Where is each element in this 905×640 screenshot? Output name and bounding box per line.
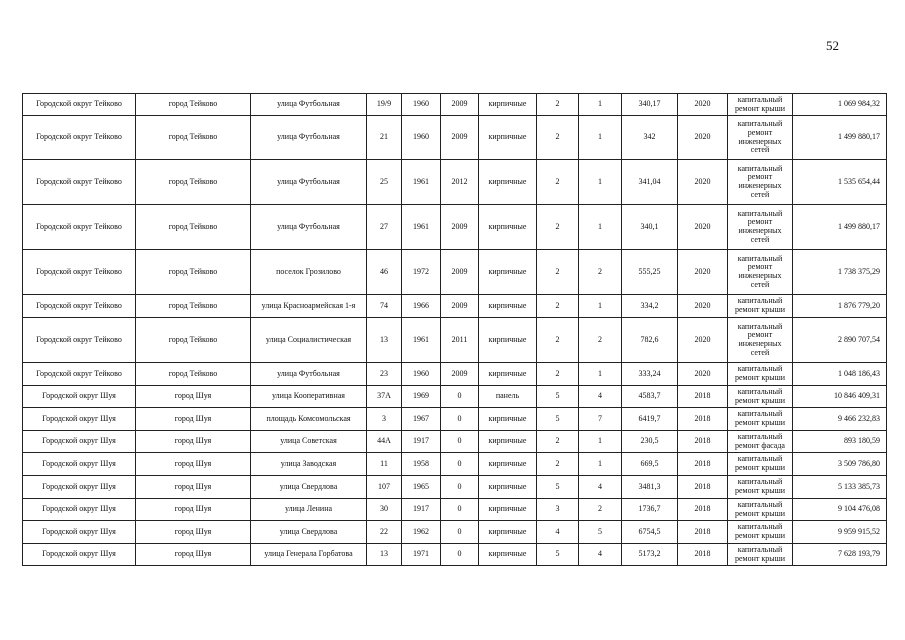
plan-year-cell: 2018 bbox=[678, 521, 728, 544]
city-cell: город Шуя bbox=[136, 521, 251, 544]
entrances-cell: 2 bbox=[579, 250, 622, 295]
district-cell: Городской округ Тейково bbox=[23, 160, 136, 205]
entrances-cell: 1 bbox=[579, 453, 622, 476]
plan-year-cell: 2020 bbox=[678, 318, 728, 363]
plan-year-cell: 2018 bbox=[678, 499, 728, 521]
house-number-cell: 13 bbox=[367, 318, 402, 363]
work-type-cell: капитальный ремонт крыши bbox=[728, 408, 793, 431]
year-built-cell: 1966 bbox=[402, 295, 441, 318]
entrances-cell: 4 bbox=[579, 386, 622, 408]
street-cell: улица Ленина bbox=[251, 499, 367, 521]
work-type-cell: капитальный ремонт инженерных сетей bbox=[728, 250, 793, 295]
year-built-cell: 1960 bbox=[402, 363, 441, 386]
area-cell: 340,17 bbox=[622, 94, 678, 116]
year-built-cell: 1917 bbox=[402, 499, 441, 521]
year-built-cell: 1917 bbox=[402, 431, 441, 453]
district-cell: Городской округ Шуя bbox=[23, 499, 136, 521]
floors-cell: 2 bbox=[537, 250, 579, 295]
plan-year-cell: 2018 bbox=[678, 453, 728, 476]
plan-year-cell: 2020 bbox=[678, 160, 728, 205]
wall-material-cell: кирпичные bbox=[479, 476, 537, 499]
cost-cell: 3 509 786,80 bbox=[793, 453, 887, 476]
city-cell: город Тейково bbox=[136, 363, 251, 386]
district-cell: Городской округ Шуя bbox=[23, 453, 136, 476]
cost-cell: 5 133 385,73 bbox=[793, 476, 887, 499]
city-cell: город Шуя bbox=[136, 431, 251, 453]
year-built-cell: 1958 bbox=[402, 453, 441, 476]
year-repair-cell: 0 bbox=[441, 386, 479, 408]
floors-cell: 2 bbox=[537, 318, 579, 363]
cost-cell: 10 846 409,31 bbox=[793, 386, 887, 408]
district-cell: Городской округ Шуя bbox=[23, 544, 136, 566]
work-type-cell: капитальный ремонт инженерных сетей bbox=[728, 116, 793, 160]
year-repair-cell: 2009 bbox=[441, 205, 479, 250]
table-row bbox=[23, 544, 887, 566]
cost-cell: 1 876 779,20 bbox=[793, 295, 887, 318]
work-type-cell: капитальный ремонт инженерных сетей bbox=[728, 205, 793, 250]
district-cell: Городской округ Тейково bbox=[23, 250, 136, 295]
street-cell: улица Кооперативная bbox=[251, 386, 367, 408]
city-cell: город Шуя bbox=[136, 453, 251, 476]
entrances-cell: 1 bbox=[579, 363, 622, 386]
house-number-cell: 19/9 bbox=[367, 94, 402, 116]
floors-cell: 3 bbox=[537, 499, 579, 521]
floors-cell: 5 bbox=[537, 408, 579, 431]
floors-cell: 2 bbox=[537, 363, 579, 386]
wall-material-cell: кирпичные bbox=[479, 431, 537, 453]
city-cell: город Тейково bbox=[136, 94, 251, 116]
plan-year-cell: 2018 bbox=[678, 408, 728, 431]
year-repair-cell: 2011 bbox=[441, 318, 479, 363]
table-row bbox=[23, 476, 887, 499]
street-cell: площадь Комсомольская bbox=[251, 408, 367, 431]
table-row bbox=[23, 318, 887, 363]
cost-cell: 1 499 880,17 bbox=[793, 205, 887, 250]
year-repair-cell: 0 bbox=[441, 521, 479, 544]
plan-year-cell: 2020 bbox=[678, 205, 728, 250]
house-number-cell: 23 bbox=[367, 363, 402, 386]
house-number-cell: 44А bbox=[367, 431, 402, 453]
work-type-cell: капитальный ремонт крыши bbox=[728, 386, 793, 408]
year-built-cell: 1960 bbox=[402, 94, 441, 116]
floors-cell: 2 bbox=[537, 431, 579, 453]
house-number-cell: 46 bbox=[367, 250, 402, 295]
district-cell: Городской округ Шуя bbox=[23, 521, 136, 544]
work-type-cell: капитальный ремонт фасада bbox=[728, 431, 793, 453]
floors-cell: 5 bbox=[537, 386, 579, 408]
house-number-cell: 74 bbox=[367, 295, 402, 318]
area-cell: 333,24 bbox=[622, 363, 678, 386]
street-cell: улица Генерала Горбатова bbox=[251, 544, 367, 566]
year-built-cell: 1972 bbox=[402, 250, 441, 295]
year-built-cell: 1962 bbox=[402, 521, 441, 544]
floors-cell: 2 bbox=[537, 116, 579, 160]
entrances-cell: 2 bbox=[579, 318, 622, 363]
floors-cell: 2 bbox=[537, 295, 579, 318]
floors-cell: 4 bbox=[537, 521, 579, 544]
entrances-cell: 2 bbox=[579, 499, 622, 521]
area-cell: 1736,7 bbox=[622, 499, 678, 521]
district-cell: Городской округ Шуя bbox=[23, 408, 136, 431]
cost-cell: 9 466 232,83 bbox=[793, 408, 887, 431]
entrances-cell: 1 bbox=[579, 116, 622, 160]
wall-material-cell: кирпичные bbox=[479, 160, 537, 205]
district-cell: Городской округ Тейково bbox=[23, 205, 136, 250]
year-repair-cell: 0 bbox=[441, 431, 479, 453]
wall-material-cell: кирпичные bbox=[479, 521, 537, 544]
area-cell: 230,5 bbox=[622, 431, 678, 453]
wall-material-cell: кирпичные bbox=[479, 499, 537, 521]
street-cell: улица Заводская bbox=[251, 453, 367, 476]
work-type-cell: капитальный ремонт крыши bbox=[728, 476, 793, 499]
table-row bbox=[23, 295, 887, 318]
city-cell: город Тейково bbox=[136, 318, 251, 363]
district-cell: Городской округ Тейково bbox=[23, 116, 136, 160]
entrances-cell: 1 bbox=[579, 205, 622, 250]
district-cell: Городской округ Тейково bbox=[23, 363, 136, 386]
city-cell: город Шуя bbox=[136, 499, 251, 521]
cost-cell: 1 738 375,29 bbox=[793, 250, 887, 295]
work-type-cell: капитальный ремонт инженерных сетей bbox=[728, 160, 793, 205]
year-built-cell: 1961 bbox=[402, 205, 441, 250]
entrances-cell: 1 bbox=[579, 160, 622, 205]
year-built-cell: 1960 bbox=[402, 116, 441, 160]
floors-cell: 2 bbox=[537, 205, 579, 250]
cost-cell: 893 180,59 bbox=[793, 431, 887, 453]
repair-schedule-table bbox=[22, 93, 887, 566]
work-type-cell: капитальный ремонт крыши bbox=[728, 499, 793, 521]
house-number-cell: 27 bbox=[367, 205, 402, 250]
house-number-cell: 22 bbox=[367, 521, 402, 544]
plan-year-cell: 2018 bbox=[678, 476, 728, 499]
table-row bbox=[23, 363, 887, 386]
work-type-cell: капитальный ремонт крыши bbox=[728, 544, 793, 566]
wall-material-cell: кирпичные bbox=[479, 318, 537, 363]
year-repair-cell: 0 bbox=[441, 544, 479, 566]
table-row bbox=[23, 205, 887, 250]
area-cell: 555,25 bbox=[622, 250, 678, 295]
area-cell: 6754,5 bbox=[622, 521, 678, 544]
table-row bbox=[23, 499, 887, 521]
plan-year-cell: 2018 bbox=[678, 544, 728, 566]
floors-cell: 5 bbox=[537, 476, 579, 499]
city-cell: город Тейково bbox=[136, 295, 251, 318]
wall-material-cell: кирпичные bbox=[479, 94, 537, 116]
city-cell: город Тейково bbox=[136, 205, 251, 250]
year-repair-cell: 0 bbox=[441, 453, 479, 476]
area-cell: 5173,2 bbox=[622, 544, 678, 566]
table-row bbox=[23, 250, 887, 295]
work-type-cell: капитальный ремонт крыши bbox=[728, 295, 793, 318]
cost-cell: 1 499 880,17 bbox=[793, 116, 887, 160]
street-cell: улица Футбольная bbox=[251, 205, 367, 250]
street-cell: улица Футбольная bbox=[251, 363, 367, 386]
wall-material-cell: кирпичные bbox=[479, 295, 537, 318]
plan-year-cell: 2018 bbox=[678, 431, 728, 453]
city-cell: город Шуя bbox=[136, 386, 251, 408]
entrances-cell: 4 bbox=[579, 476, 622, 499]
city-cell: город Шуя bbox=[136, 408, 251, 431]
entrances-cell: 1 bbox=[579, 431, 622, 453]
cost-cell: 1 048 186,43 bbox=[793, 363, 887, 386]
district-cell: Городской округ Шуя bbox=[23, 431, 136, 453]
table-row bbox=[23, 94, 887, 116]
work-type-cell: капитальный ремонт крыши bbox=[728, 521, 793, 544]
floors-cell: 2 bbox=[537, 453, 579, 476]
street-cell: поселок Грозилово bbox=[251, 250, 367, 295]
wall-material-cell: кирпичные bbox=[479, 116, 537, 160]
wall-material-cell: кирпичные bbox=[479, 250, 537, 295]
plan-year-cell: 2018 bbox=[678, 386, 728, 408]
table-row bbox=[23, 116, 887, 160]
city-cell: город Тейково bbox=[136, 160, 251, 205]
year-built-cell: 1967 bbox=[402, 408, 441, 431]
year-built-cell: 1965 bbox=[402, 476, 441, 499]
wall-material-cell: кирпичные bbox=[479, 363, 537, 386]
table-row bbox=[23, 453, 887, 476]
year-repair-cell: 0 bbox=[441, 476, 479, 499]
entrances-cell: 1 bbox=[579, 295, 622, 318]
plan-year-cell: 2020 bbox=[678, 94, 728, 116]
area-cell: 6419,7 bbox=[622, 408, 678, 431]
floors-cell: 2 bbox=[537, 160, 579, 205]
wall-material-cell: кирпичные bbox=[479, 205, 537, 250]
area-cell: 340,1 bbox=[622, 205, 678, 250]
house-number-cell: 21 bbox=[367, 116, 402, 160]
district-cell: Городской округ Шуя bbox=[23, 476, 136, 499]
street-cell: улица Социалистическая bbox=[251, 318, 367, 363]
street-cell: улица Красноармейская 1-я bbox=[251, 295, 367, 318]
district-cell: Городской округ Тейково bbox=[23, 295, 136, 318]
house-number-cell: 25 bbox=[367, 160, 402, 205]
year-repair-cell: 2009 bbox=[441, 295, 479, 318]
area-cell: 782,6 bbox=[622, 318, 678, 363]
area-cell: 341,04 bbox=[622, 160, 678, 205]
cost-cell: 1 535 654,44 bbox=[793, 160, 887, 205]
work-type-cell: капитальный ремонт крыши bbox=[728, 94, 793, 116]
wall-material-cell: кирпичные bbox=[479, 453, 537, 476]
area-cell: 342 bbox=[622, 116, 678, 160]
plan-year-cell: 2020 bbox=[678, 363, 728, 386]
year-repair-cell: 2009 bbox=[441, 363, 479, 386]
wall-material-cell: панель bbox=[479, 386, 537, 408]
year-built-cell: 1971 bbox=[402, 544, 441, 566]
plan-year-cell: 2020 bbox=[678, 116, 728, 160]
cost-cell: 1 069 984,32 bbox=[793, 94, 887, 116]
entrances-cell: 5 bbox=[579, 521, 622, 544]
house-number-cell: 13 bbox=[367, 544, 402, 566]
table-row bbox=[23, 431, 887, 453]
district-cell: Городской округ Шуя bbox=[23, 386, 136, 408]
plan-year-cell: 2020 bbox=[678, 295, 728, 318]
street-cell: улица Свердлова bbox=[251, 476, 367, 499]
year-built-cell: 1961 bbox=[402, 318, 441, 363]
district-cell: Городской округ Тейково bbox=[23, 94, 136, 116]
area-cell: 669,5 bbox=[622, 453, 678, 476]
city-cell: город Шуя bbox=[136, 544, 251, 566]
city-cell: город Тейково bbox=[136, 250, 251, 295]
house-number-cell: 37А bbox=[367, 386, 402, 408]
year-built-cell: 1969 bbox=[402, 386, 441, 408]
plan-year-cell: 2020 bbox=[678, 250, 728, 295]
year-repair-cell: 0 bbox=[441, 499, 479, 521]
wall-material-cell: кирпичные bbox=[479, 544, 537, 566]
table-row bbox=[23, 160, 887, 205]
wall-material-cell: кирпичные bbox=[479, 408, 537, 431]
work-type-cell: капитальный ремонт инженерных сетей bbox=[728, 318, 793, 363]
year-repair-cell: 0 bbox=[441, 408, 479, 431]
house-number-cell: 11 bbox=[367, 453, 402, 476]
street-cell: улица Советская bbox=[251, 431, 367, 453]
district-cell: Городской округ Тейково bbox=[23, 318, 136, 363]
year-repair-cell: 2009 bbox=[441, 94, 479, 116]
area-cell: 334,2 bbox=[622, 295, 678, 318]
floors-cell: 2 bbox=[537, 94, 579, 116]
house-number-cell: 30 bbox=[367, 499, 402, 521]
entrances-cell: 1 bbox=[579, 94, 622, 116]
cost-cell: 2 890 707,54 bbox=[793, 318, 887, 363]
year-repair-cell: 2009 bbox=[441, 116, 479, 160]
floors-cell: 5 bbox=[537, 544, 579, 566]
work-type-cell: капитальный ремонт крыши bbox=[728, 363, 793, 386]
table-row bbox=[23, 386, 887, 408]
street-cell: улица Свердлова bbox=[251, 521, 367, 544]
cost-cell: 9 959 915,52 bbox=[793, 521, 887, 544]
street-cell: улица Футбольная bbox=[251, 160, 367, 205]
street-cell: улица Футбольная bbox=[251, 116, 367, 160]
page-number: 52 bbox=[826, 38, 839, 53]
street-cell: улица Футбольная bbox=[251, 94, 367, 116]
year-built-cell: 1961 bbox=[402, 160, 441, 205]
house-number-cell: 107 bbox=[367, 476, 402, 499]
table-row bbox=[23, 521, 887, 544]
year-repair-cell: 2009 bbox=[441, 250, 479, 295]
area-cell: 4583,7 bbox=[622, 386, 678, 408]
city-cell: город Шуя bbox=[136, 476, 251, 499]
entrances-cell: 4 bbox=[579, 544, 622, 566]
house-number-cell: 3 bbox=[367, 408, 402, 431]
cost-cell: 9 104 476,08 bbox=[793, 499, 887, 521]
work-type-cell: капитальный ремонт крыши bbox=[728, 453, 793, 476]
year-repair-cell: 2012 bbox=[441, 160, 479, 205]
cost-cell: 7 628 193,79 bbox=[793, 544, 887, 566]
table-row bbox=[23, 408, 887, 431]
entrances-cell: 7 bbox=[579, 408, 622, 431]
area-cell: 3481,3 bbox=[622, 476, 678, 499]
city-cell: город Тейково bbox=[136, 116, 251, 160]
